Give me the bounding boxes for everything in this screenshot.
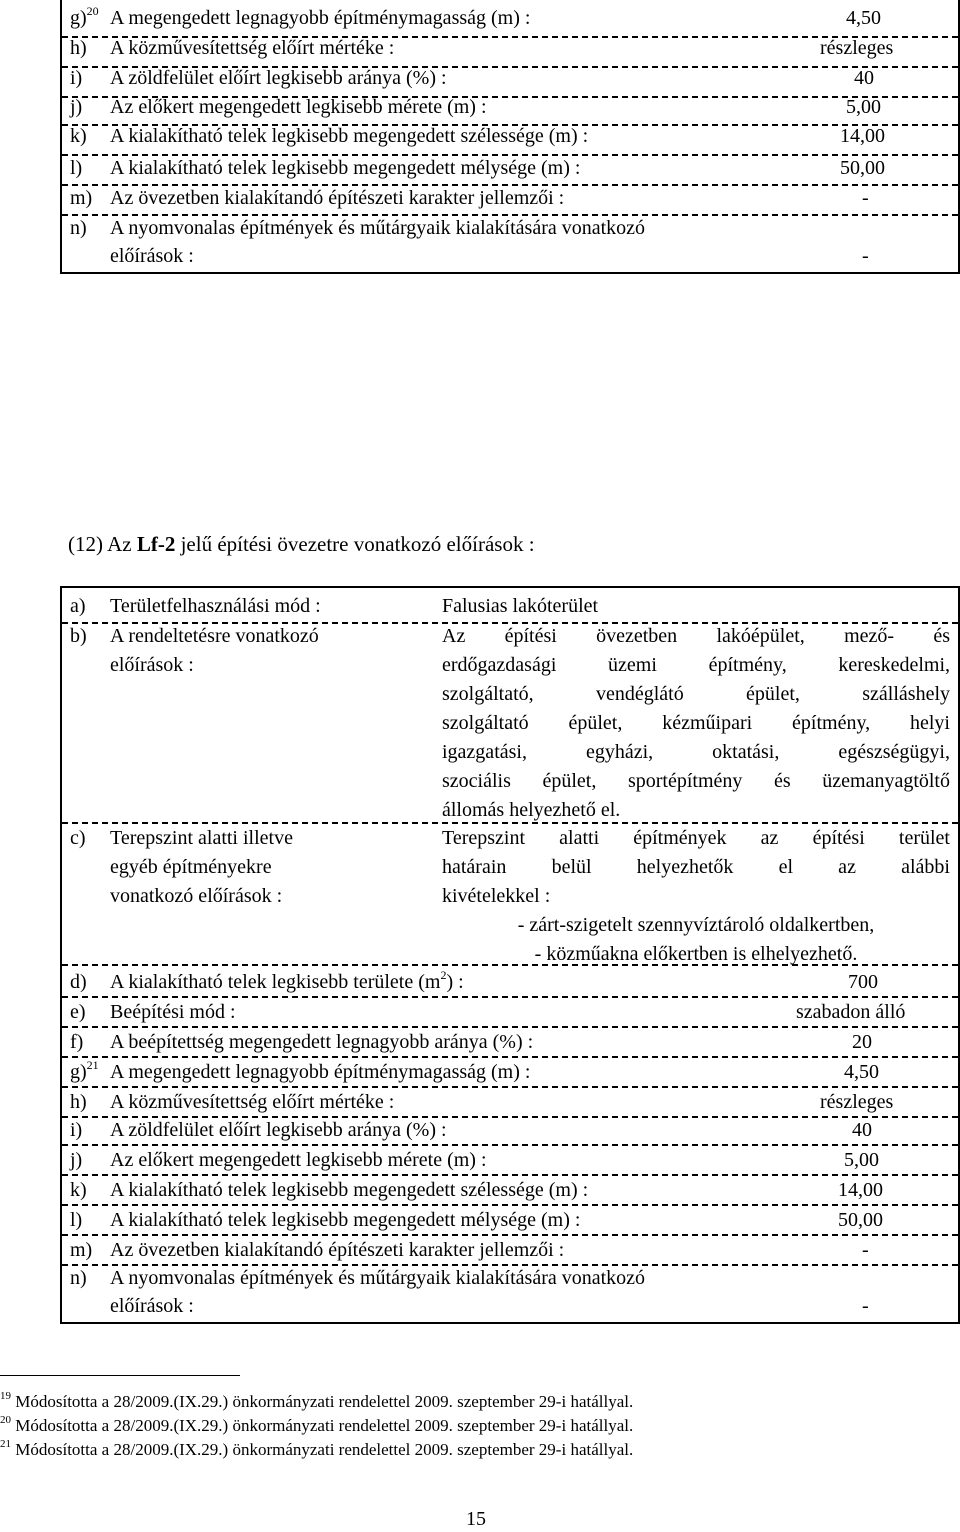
row-value: 5,00 — [846, 96, 881, 118]
row-value: 4,50 — [844, 1061, 879, 1083]
row-text: A nyomvonalas építmények és műtárgyaik kialakítására vonatkozó — [110, 1267, 646, 1289]
row-value: részleges — [820, 1091, 894, 1113]
row-label: előírások : — [110, 654, 194, 676]
row-text: előírások : — [110, 245, 194, 267]
table-row — [62, 824, 958, 964]
row-text: A beépítettség megengedett legnagyobb aránya (%) : — [110, 1031, 534, 1053]
row-text: A közművesítettség előírt mértéke : — [110, 1091, 395, 1113]
row-text: Az előkert megengedett legkisebb mérete (m) : — [110, 1149, 487, 1171]
row-text: A nyomvonalas építmények és műtárgyaik kialakítására vonatkozó — [110, 217, 646, 239]
row-letter: a) — [70, 595, 86, 617]
row-letter: n) — [70, 1267, 87, 1289]
row-label: A rendeltetésre vonatkozó — [110, 625, 319, 647]
row-value: 5,00 — [844, 1149, 879, 1171]
row-value: - — [862, 1295, 869, 1317]
row-letter: b) — [70, 625, 87, 647]
row-letter: g)$^{20}$ — [70, 4, 99, 29]
row-text: A kialakítható telek legkisebb megengedett mélysége (m) : — [110, 1209, 581, 1231]
divider — [62, 964, 958, 966]
row-text: A közművesítettség előírt mértéke : — [110, 37, 395, 59]
footnote-separator — [0, 1375, 240, 1376]
row-text: Az övezetben kialakítandó építészeti karakter jellemzői : — [110, 187, 565, 209]
row-letter: l) — [70, 157, 83, 179]
row-value-line: erdőgazdasági üzemi építmény, kereskedelmi, — [442, 654, 950, 676]
row-value: 50,00 — [840, 157, 885, 179]
row-value-line: kivételekkel : — [442, 885, 551, 907]
row-value-line: határain belül helyezhetők el az alábbi — [442, 856, 950, 878]
footnote-ref: 20 — [86, 4, 99, 18]
footnote: $^{20}$ Módosította a 28/2009.(IX.29.) önkormányzati rendelettel 2009. szeptember 29-i hatállyal. — [0, 1414, 634, 1435]
footnote: $^{19}$ Módosította a 28/2009.(IX.29.) önkormányzati rendelettel 2009. szeptember 29-i hatállyal. — [0, 1390, 634, 1411]
row-label: egyéb építményekre — [110, 856, 272, 878]
row-value: - — [862, 1239, 869, 1261]
row-label: Terepszint alatti illetve — [110, 827, 293, 849]
row-letter: j) — [70, 1149, 83, 1171]
row-letter: d) — [70, 971, 87, 993]
section-heading: (12) Az Lf-2 jelű építési övezetre vonatkozó előírások : — [68, 532, 535, 556]
footnote-number: 21 — [0, 1438, 11, 1450]
row-text: Az előkert megengedett legkisebb mérete (m) : — [110, 96, 487, 118]
row-value: Falusias lakóterület — [442, 595, 599, 617]
row-letter: i) — [70, 1119, 83, 1141]
row-text: A zöldfelület előírt legkisebb aránya (%) : — [110, 67, 447, 89]
row-value-line: állomás helyezhető el. — [442, 799, 621, 821]
row-letter: k) — [70, 125, 87, 147]
row-value-line: Terepszint alatti építmények az építési terület — [442, 827, 950, 849]
footnote-ref: 21 — [86, 1058, 99, 1072]
row-letter: c) — [70, 827, 86, 849]
row-value: 40 — [854, 67, 874, 89]
footnote: $^{21}$ Módosította a 28/2009.(IX.29.) önkormányzati rendelettel 2009. szeptember 29-i hatállyal. — [0, 1438, 634, 1459]
row-text: A kialakítható telek legkisebb megengedett mélysége (m) : — [110, 157, 581, 179]
row-value: - — [862, 245, 869, 267]
row-text: A zöldfelület előírt legkisebb aránya (%) : — [110, 1119, 447, 1141]
row-letter: f) — [70, 1031, 84, 1053]
row-letter: n) — [70, 217, 87, 239]
row-value: szabadon álló — [796, 1001, 906, 1023]
row-letter: h) — [70, 37, 87, 59]
row-letter: m) — [70, 187, 93, 209]
row-text: Az övezetben kialakítandó építészeti karakter jellemzői : — [110, 1239, 565, 1261]
row-value: 14,00 — [838, 1179, 883, 1201]
top-regulation-table — [60, 0, 960, 274]
row-letter: k) — [70, 1179, 87, 1201]
row-letter: h) — [70, 1091, 87, 1113]
row-label: vonatkozó előírások : — [110, 885, 283, 907]
row-value-line: szociális épület, sportépítmény és üzemanyagtöltő — [442, 770, 950, 792]
row-value: - — [862, 187, 869, 209]
page-number: 15 — [466, 1508, 486, 1530]
row-letter: j) — [70, 96, 83, 118]
row-value-line: igazgatási, egyházi, oktatási, egészségügyi, — [442, 741, 950, 763]
row-value-line: Az építési övezetben lakóépület, mező- és — [442, 625, 950, 647]
row-text: A megengedett legnagyobb építménymagasság (m) : — [110, 1061, 531, 1083]
zone-regulation-table — [60, 586, 960, 1324]
row-letter: g)$^{21}$ — [70, 1058, 99, 1083]
row-value: 700 — [848, 971, 878, 993]
table-row — [62, 622, 958, 822]
footnote-number: 20 — [0, 1414, 11, 1426]
row-letter: l) — [70, 1209, 83, 1231]
row-letter: i) — [70, 67, 83, 89]
row-text: A megengedett legnagyobb építménymagasság (m) : — [110, 7, 531, 29]
row-text: A kialakítható telek legkisebb területe $(m^2)$ : — [110, 968, 464, 993]
row-text: A kialakítható telek legkisebb megengedett szélessége (m) : — [110, 1179, 589, 1201]
row-value: 40 — [852, 1119, 872, 1141]
row-value: 50,00 — [838, 1209, 883, 1231]
row-value: részleges — [820, 37, 894, 59]
row-text: A kialakítható telek legkisebb megengedett szélessége (m) : — [110, 125, 589, 147]
exception-item: - zárt-szigetelt szennyvíztároló oldalkertben, — [517, 914, 875, 936]
row-letter: m) — [70, 1239, 93, 1261]
row-value: 4,50 — [846, 7, 881, 29]
exception-item: - közműakna előkertben is elhelyezhető. — [534, 943, 858, 965]
zone-code: Lf-2 — [136, 532, 176, 556]
row-letter: e) — [70, 1001, 86, 1023]
footnote-number: 19 — [0, 1390, 11, 1402]
row-value: 20 — [852, 1031, 872, 1053]
row-value-line: szolgáltató, vendéglátó épület, szálláshely — [442, 683, 950, 705]
row-value: 14,00 — [840, 125, 885, 147]
row-value-line: szolgáltató épület, kézműipari építmény, helyi — [442, 712, 950, 734]
row-label: Területfelhasználási mód : — [110, 595, 321, 617]
row-text: előírások : — [110, 1295, 194, 1317]
row-text: Beépítési mód : — [110, 1001, 236, 1023]
